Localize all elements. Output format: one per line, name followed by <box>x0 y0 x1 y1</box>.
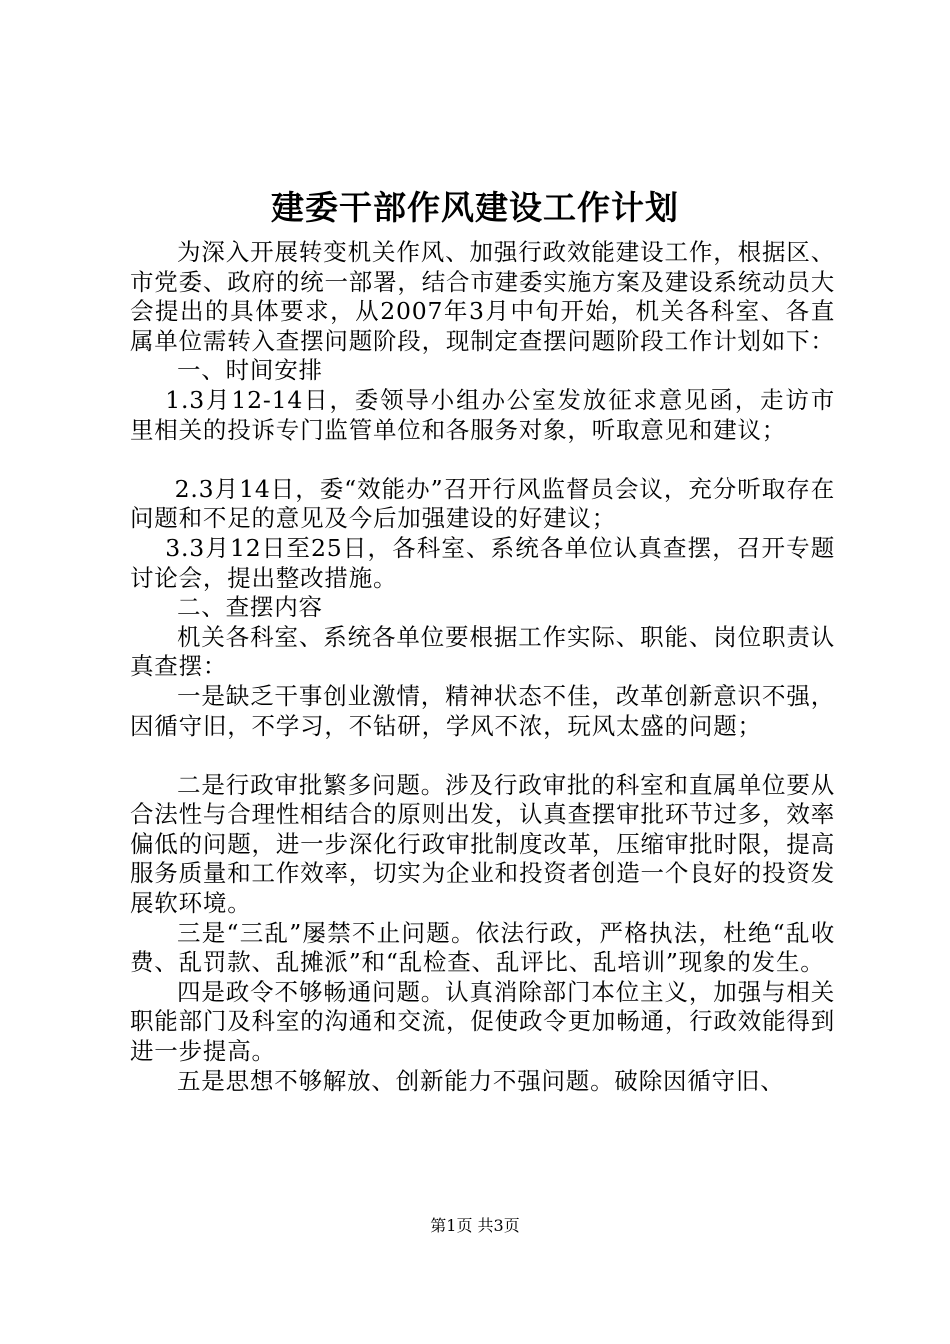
content-item-5: 五是思想不够解放、创新能力不强问题。破除因循守旧、 <box>177 1066 785 1095</box>
page-number: 第1页 共3页 <box>430 1216 520 1235</box>
document-body <box>130 238 835 1096</box>
paragraph-content-intro: 机关各科室、系统各单位要根据工作实际、职能、岗位职责认真查摆： <box>130 622 835 681</box>
content-item-2: 二是行政审批繁多问题。涉及行政审批的科室和直属单位要从合法性与合理性相结合的原则出发，认真查摆审批环节过多，效率偏低的问题，进一步深化行政审批制度改革，压缩审批时限，提高服务质量和工作效率，切实为企业和投资者创造一个良好的投资发展软环境。 <box>130 770 835 918</box>
section-heading-schedule: 一、时间安排 <box>177 356 323 385</box>
section-heading-content: 二、查摆内容 <box>177 593 323 622</box>
content-item-4: 四是政令不够畅通问题。认真消除部门本位主义，加强与相关职能部门及科室的沟通和交流，促使政令更加畅通，行政效能得到进一步提高。 <box>130 977 835 1066</box>
schedule-item-3: 3.3月12日至25日，各科室、系统各单位认真查摆，召开专题讨论会，提出整改措施。 <box>130 533 835 592</box>
content-item-1: 一是缺乏干事创业激情，精神状态不佳，改革创新意识不强，因循守旧，不学习，不钻研，学风不浓，玩风太盛的问题； <box>130 681 835 740</box>
schedule-item-1: 1.3月12-14日，委领导小组办公室发放征求意见函，走访市里相关的投诉专门监管单位和各服务对象，听取意见和建议； <box>130 385 835 444</box>
document-title: 建委干部作风建设工作计划 <box>271 188 679 227</box>
content-item-3: 三是“三乱”屡禁不止问题。依法行政，严格执法，杜绝“乱收费、乱罚款、乱摊派”和“乱检查、乱评比、乱培训”现象的发生。 <box>130 918 835 977</box>
schedule-item-2: 2.3月14日，委“效能办”召开行风监督员会议，充分听取存在问题和不足的意见及今后加强建设的好建议； <box>130 474 835 533</box>
paragraph-intro: 为深入开展转变机关作风、加强行政效能建设工作，根据区、市党委、政府的统一部署，结合市建委实施方案及建设系统动员大会提出的具体要求，从2007年3月中旬开始，机关各科室、各直属单位需转入查摆问题阶段，现制定查摆问题阶段工作计划如下： <box>130 238 835 355</box>
